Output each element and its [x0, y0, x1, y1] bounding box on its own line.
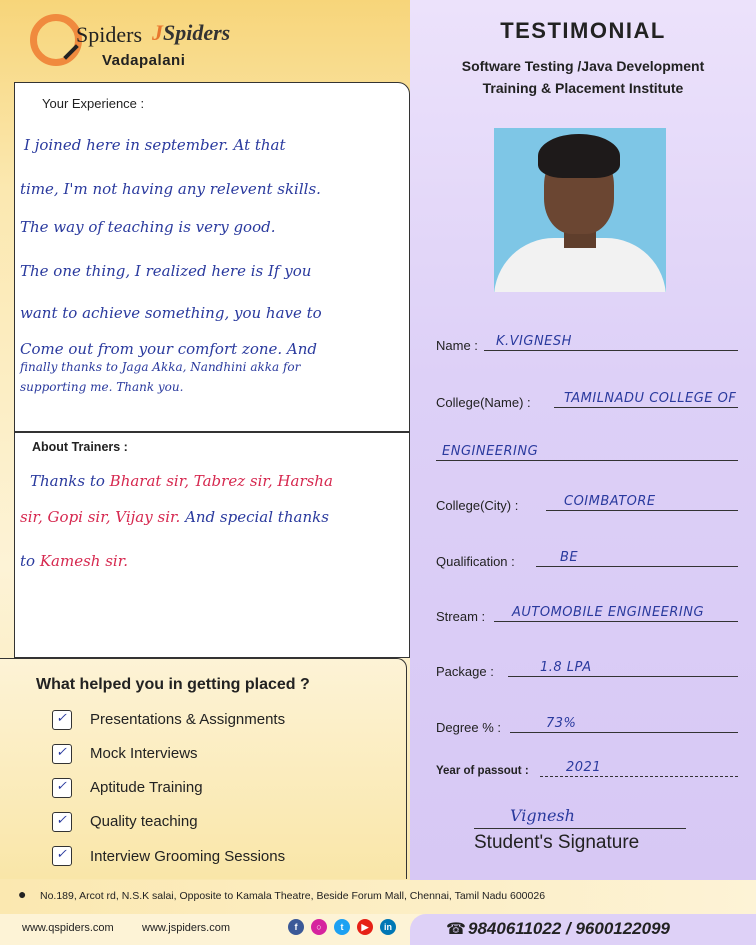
degree-value: 73% [546, 716, 577, 731]
instagram-icon[interactable]: ○ [311, 919, 327, 935]
help-item-label: Aptitude Training [90, 779, 203, 796]
name-label: Name : [436, 338, 478, 353]
help-checkbox [52, 778, 72, 798]
photo-hair [538, 134, 620, 178]
stream-value: AUTOMOBILE ENGINEERING [512, 605, 705, 620]
degree-line [510, 732, 738, 733]
trainers-text: to [20, 552, 36, 570]
trainers-line [20, 552, 128, 570]
youtube-icon[interactable]: ▶ [357, 919, 373, 935]
college-name-value: TAMILNADU COLLEGE OF [564, 391, 737, 406]
linkedin-icon[interactable]: in [380, 919, 396, 935]
college-name-label: College(Name) : [436, 395, 531, 410]
website-qspiders-link[interactable]: www.qspiders.com [22, 922, 114, 934]
experience-line: The one thing, I realized here is If you [20, 262, 312, 280]
phone-numbers[interactable]: 9840611022 / 9600122099 [468, 919, 670, 938]
qualification-line [536, 566, 738, 567]
trainers-line [20, 508, 329, 526]
phone-icon: ☎ [446, 921, 466, 938]
twitter-icon[interactable]: t [334, 919, 350, 935]
package-value: 1.8 LPA [540, 660, 592, 675]
testimonial-title: TESTIMONIAL [500, 18, 666, 43]
student-photo [494, 128, 666, 292]
help-checkbox [52, 812, 72, 832]
experience-line: finally thanks to Jaga Akka, Nandhini akka for [20, 360, 301, 374]
college-name-line-2 [436, 460, 738, 461]
check-mark-icon: ✓ [56, 778, 67, 793]
college-name-value-2: ENGINEERING [442, 444, 539, 459]
trainers-text: And special thanks [185, 508, 329, 526]
college-city-value: COIMBATORE [564, 494, 656, 509]
passout-line [540, 776, 738, 777]
experience-line: time, I'm not having any relevent skills. [20, 180, 321, 198]
experience-line: The way of teaching is very good. [20, 218, 276, 236]
brand-name-jspiders [152, 20, 230, 46]
trainer-names: sir, Gopi sir, Vijay sir. [20, 508, 181, 526]
name-line [484, 350, 738, 351]
package-line [508, 676, 738, 677]
passout-label: Year of passout : [436, 765, 529, 777]
help-item-label: Interview Grooming Sessions [90, 848, 286, 865]
degree-label: Degree % : [436, 720, 502, 735]
trainers-text: Thanks to [30, 472, 105, 490]
brand-logo [28, 6, 288, 76]
experience-line: supporting me. Thank you. [20, 380, 184, 394]
signature-line [474, 828, 686, 829]
check-mark-icon: ✓ [56, 846, 67, 861]
college-city-line [546, 510, 738, 511]
check-mark-icon: ✓ [56, 812, 67, 827]
stream-label: Stream : [436, 609, 486, 624]
testimonial-subtitle: Software Testing /Java Development [461, 58, 705, 74]
brand-j-letter: J [152, 20, 163, 45]
passout-value: 2021 [566, 760, 602, 775]
qualification-label: Qualification : [436, 554, 515, 569]
website-jspiders-link[interactable]: www.jspiders.com [142, 922, 231, 934]
signature-scribble: Vignesh [510, 806, 575, 825]
qualification-value: BE [560, 550, 579, 565]
help-checkbox [52, 710, 72, 730]
trainer-names: Kamesh sir. [39, 552, 129, 570]
help-title: What helped you in getting placed ? [36, 676, 310, 693]
logo-ring-icon [30, 14, 82, 66]
experience-line: want to achieve something, you have to [20, 304, 322, 322]
brand-name-qspiders: Spiders [76, 22, 142, 47]
college-city-label: College(City) : [436, 498, 519, 513]
testimonial-subtitle: Training & Placement Institute [482, 80, 684, 96]
trainers-line [30, 472, 333, 490]
brand-name-jspiders-text: Spiders [163, 20, 231, 45]
college-name-line [554, 407, 738, 408]
footer-address: No.189, Arcot rd, N.S.K salai, Opposite to Kamala Theatre, Beside Forum Mall, Chennai, Tamil Nadu 600026 [40, 890, 546, 902]
location-pin-icon: ● [18, 886, 27, 902]
check-mark-icon: ✓ [56, 744, 67, 759]
package-label: Package : [436, 664, 494, 679]
branch-name: Vadapalani [102, 52, 186, 69]
help-item-label: Presentations & Assignments [90, 711, 286, 728]
name-value: K.VIGNESH [496, 334, 572, 349]
facebook-icon[interactable]: f [288, 919, 304, 935]
signature-label: Student's Signature [474, 832, 640, 853]
trainers-label: About Trainers : [32, 440, 128, 454]
help-item-label: Quality teaching [90, 813, 198, 830]
check-mark-icon: ✓ [56, 710, 67, 725]
help-checkbox [52, 744, 72, 764]
help-checkbox [52, 846, 72, 866]
trainers-box [14, 432, 410, 658]
help-item-label: Mock Interviews [90, 745, 198, 762]
experience-line: I joined here in september. At that [24, 136, 286, 154]
stream-line [494, 621, 738, 622]
experience-line: Come out from your comfort zone. And [20, 340, 318, 358]
experience-label: Your Experience : [42, 96, 145, 111]
trainer-names: Bharat sir, Tabrez sir, Harsha [109, 472, 333, 490]
